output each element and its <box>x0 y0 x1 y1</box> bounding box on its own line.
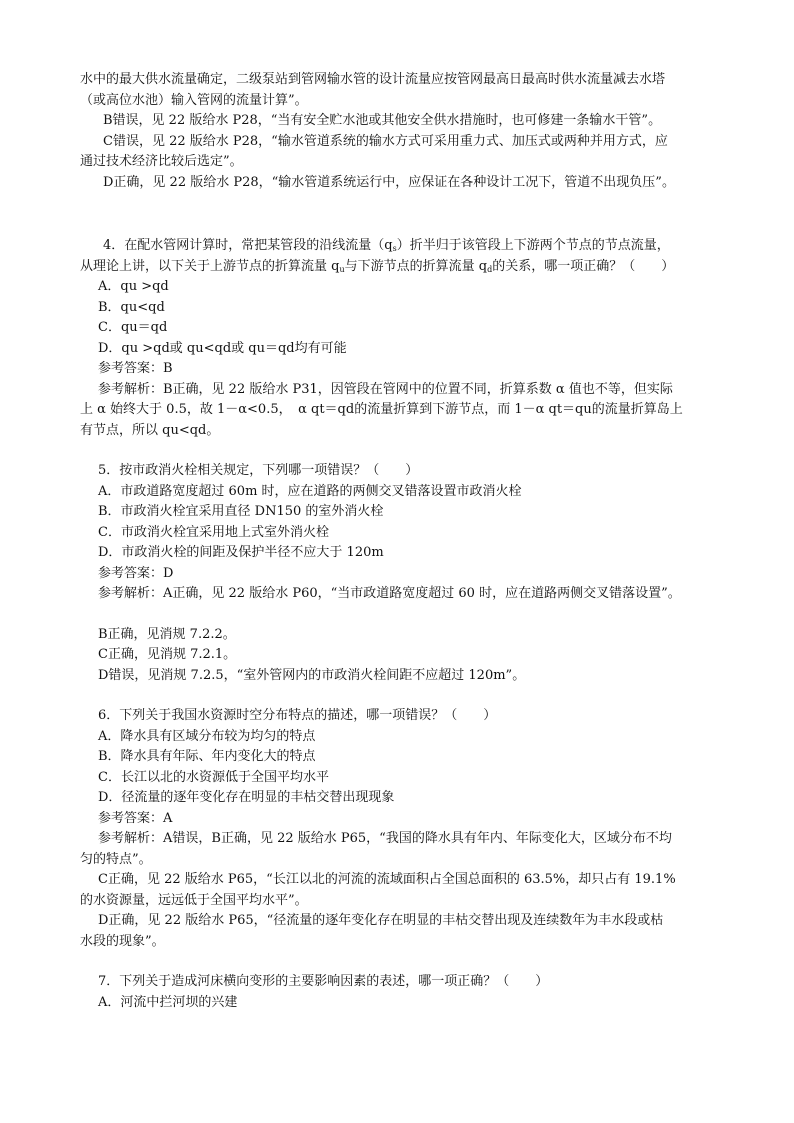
q4-stem-cont: 从理论上讲，以下关于上游节点的折算流量 $q_u$与下游节点的折算流量 $q_d$的关系，哪一项正确？（ ） <box>80 258 675 274</box>
q6-analysis-cont: 匀的特点”。 <box>80 851 152 867</box>
q4-analysis: 参考解析：B正确，见 22 版给水 P31，因管段在管网中的位置不同，折算系数 α 值也不等，但实际 <box>98 381 673 397</box>
q5-option-c: C．市政消火栓宜采用地上式室外消火栓 <box>98 524 329 540</box>
q6-analysis-d-cont: 水段的现象”。 <box>80 933 165 949</box>
document-page <box>80 70 730 1013</box>
q5-answer: 参考答案：D <box>98 565 174 581</box>
q6-answer: 参考答案：A <box>98 810 173 826</box>
q6-analysis-c-cont: 的水资源量，远远低于全国平均水平”。 <box>80 892 308 908</box>
q4-option-c: C．qu＝qd <box>98 320 168 335</box>
analysis-d: D正确，见 22 版给水 P28，“输水管道系统运行中，应保证在各种设计工况下，管道不出现负压”。 <box>103 174 675 190</box>
q5-option-b: B．市政消火栓宜采用直径 DN150 的室外消火栓 <box>98 504 384 519</box>
q4-option-a: A．qu >qd <box>98 279 169 294</box>
q5-stem: 5．按市政消火栓相关规定，下列哪一项错误？（ ） <box>98 463 419 478</box>
q6-option-d: D．径流量的逐年变化存在明显的丰枯交替出现现象 <box>98 790 395 805</box>
q6-option-a: A．降水具有区域分布较为均匀的特点 <box>98 728 316 744</box>
q6-stem: 6．下列关于我国水资源时空分布特点的描述，哪一项错误？（ ） <box>98 708 497 723</box>
q4-answer: 参考答案：B <box>98 361 173 376</box>
q5-analysis: 参考解析：A正确，见 22 版给水 P60，“当市政道路宽度超过 60 时，应在道路两侧交叉错落设置”。 <box>98 586 681 601</box>
analysis-c-cont: 通过技术经济比较后选定”。 <box>80 154 243 169</box>
analysis-b: B错误，见 22 版给水 P28，“当有安全贮水池或其他安全供水措施时，也可修建一条输水干管”。 <box>103 113 662 128</box>
q5-option-a: A．市政道路宽度超过 60m 时，应在道路的两侧交叉错落设置市政消火栓 <box>98 483 522 499</box>
q6-analysis: 参考解析：A错误，B正确，见 22 版给水 P65，“我国的降水具有年内、年际变化大，区域分布不均 <box>98 831 672 846</box>
q5-analysis-b: B正确，见消规 7.2.2。 <box>98 626 236 642</box>
q6-analysis-c: C正确，见 22 版给水 P65，“长江以北的河流的流域面积占全国总面积的 63.5%，却只占有 19.1% <box>98 872 676 887</box>
q5-analysis-d: D错误，见消规 7.2.5，“室外管网内的市政消火栓间距不应超过 120m”。 <box>98 667 526 683</box>
continued-text-line: （或高位水池）输入管网的流量计算”。 <box>80 92 308 108</box>
q4-option-d: D．qu >qd或 qu<qd或 qu＝qd均有可能 <box>98 340 347 356</box>
q4-analysis-cont: 有节点，所以 qu<qd。 <box>80 422 220 438</box>
q4-option-b: B．qu<qd <box>98 299 165 315</box>
continued-text-line: 水中的最大供水流量确定，二级泵站到管网输水管的设计流量应按管网最高日最高时供水流量减去水塔 <box>80 72 666 87</box>
q6-analysis-d: D正确，见 22 版给水 P65，“径流量的逐年变化存在明显的丰枯交替出现及连续数年为丰水段或枯 <box>98 913 664 928</box>
q6-option-c: C．长江以北的水资源低于全国平均水平 <box>98 769 329 785</box>
q7-option-a: A．河流中拦河坝的兴建 <box>98 994 238 1010</box>
q7-stem: 7．下列关于造成河床横向变形的主要影响因素的表述，哪一项正确？（ ） <box>98 974 549 989</box>
q6-option-b: B．降水具有年际、年内变化大的特点 <box>98 749 316 764</box>
q4-analysis-cont: 上 α 始终大于 0.5，故 1－α<0.5， α qt＝qd的流量折算到下游节点，而 1－α qt＝qu的流量折算岛上 <box>80 402 683 417</box>
q5-analysis-c: C正确，见消规 7.2.1。 <box>98 647 237 662</box>
q4-stem: 4．在配水管网计算时，常把某管段的沿线流量$(q_s)$折半归于该管段上下游两个节点的节点流量， <box>103 238 670 253</box>
analysis-c: C错误，见 22 版给水 P28，“输水管道系统的输水方式可采用重力式、加压式或两种并用方式，应 <box>103 133 668 149</box>
q5-option-d: D．市政消火栓的间距及保护半径不应大于 120m <box>98 545 384 560</box>
